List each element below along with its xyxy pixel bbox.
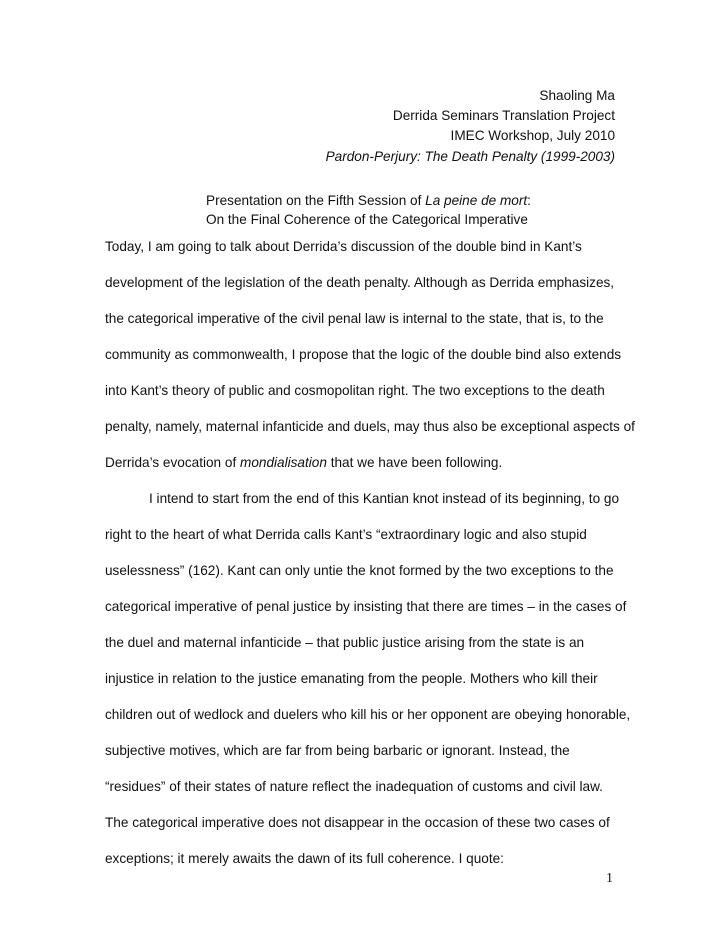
body-line: subjective motives, which are far from being barbaric or ignorant. Instead, the <box>105 743 570 758</box>
header-block <box>326 86 615 167</box>
body-line: categorical imperative of penal justice by insisting that there are times – in the cases of <box>105 599 627 614</box>
body-line-text: Derrida’s evocation of <box>105 455 241 470</box>
presentation-line-1-colon: : <box>527 193 531 208</box>
author-name: Shaoling Ma <box>539 88 615 103</box>
body-line: Today, I am going to talk about Derrida’s discussion of the double bind in Kant’s <box>105 239 582 254</box>
body-line: the categorical imperative of the civil penal law is internal to the state, that is, to the <box>105 311 604 326</box>
body-line-italic: mondialisation <box>240 455 327 470</box>
seminar-title: Pardon-Perjury: The Death Penalty (1999-2003) <box>325 148 615 164</box>
body-line: into Kant’s theory of public and cosmopolitan right. The two exceptions to the death <box>105 383 605 398</box>
body-line: injustice in relation to the justice emanating from the people. Mothers who kill their <box>105 671 598 686</box>
body-line: penalty, namely, maternal infanticide and duels, may thus also be exceptional aspects of <box>105 419 635 434</box>
body-line: “residues” of their states of nature reflect the inadequation of customs and civil law. <box>105 779 603 794</box>
presentation-title <box>206 191 531 229</box>
body-line: right to the heart of what Derrida calls Kant’s “extraordinary logic and also stupid <box>105 527 587 542</box>
presentation-line-1-italic: La peine de mort <box>425 193 528 208</box>
body-line: exceptions; it merely awaits the dawn of its full coherence. I quote: <box>105 851 504 866</box>
presentation-line-2: On the Final Coherence of the Categorical Imperative <box>206 212 528 227</box>
body-line: development of the legislation of the death penalty. Although as Derrida emphasizes, <box>105 275 615 290</box>
body-line: community as commonwealth, I propose that the logic of the double bind also extends <box>105 347 622 362</box>
presentation-line-1-text: Presentation on the Fifth Session of <box>206 193 426 208</box>
body-line <box>105 454 502 472</box>
body-line: children out of wedlock and duelers who kill his or her opponent are obeying honorable, <box>105 707 631 722</box>
body-line: I intend to start from the end of this Kantian knot instead of its beginning, to go <box>149 491 620 506</box>
body-line: the duel and maternal infanticide – that public justice arising from the state is an <box>105 635 585 650</box>
body-line: uselessness” (162). Kant can only untie the knot formed by the two exceptions to the <box>105 563 614 578</box>
body-line-text: that we have been following. <box>326 455 503 470</box>
workshop-info: IMEC Workshop, July 2010 <box>450 128 615 144</box>
presentation-line-1 <box>206 191 531 210</box>
body-line: The categorical imperative does not disappear in the occasion of these two cases of <box>105 815 610 830</box>
page-number: 1 <box>606 871 613 886</box>
project-name: Derrida Seminars Translation Project <box>392 108 615 124</box>
